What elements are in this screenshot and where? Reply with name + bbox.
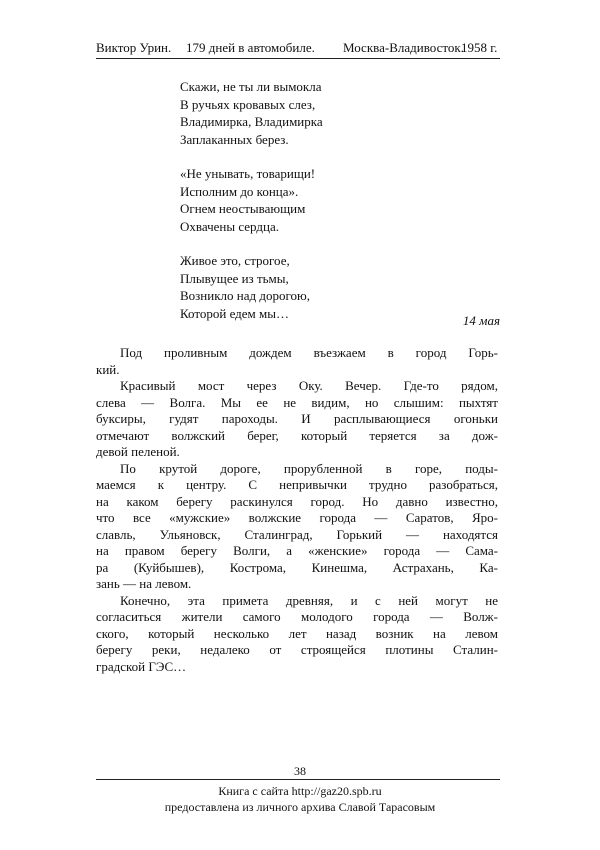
paragraph-line: согласиться жители самого молодого города — Волж-	[96, 609, 498, 624]
footer-source: Книга с сайта http://gaz20.spb.ru	[218, 784, 382, 798]
poem-line: Огнем неостывающим	[180, 201, 306, 216]
header-title: 179 дней в автомобиле.	[186, 40, 315, 55]
poem-line: В ручьях кровавых слез,	[180, 96, 316, 112]
paragraph-line: что все «мужские» волжские города — Саратов, Яро-	[96, 510, 498, 525]
poem-line: Охвачены сердца.	[180, 218, 279, 234]
paragraph-line: ра (Куйбышев), Кострома, Кинешма, Астрахань, Ка-	[96, 559, 498, 575]
footer-rule	[96, 779, 500, 780]
paragraph	[96, 461, 498, 593]
footer	[0, 783, 600, 815]
poem-stanza	[180, 252, 323, 322]
paragraph-line: маемся к центру. С непривычки трудно разобраться,	[96, 477, 498, 492]
running-header	[96, 38, 500, 59]
header-year: 1958 г.	[461, 40, 498, 55]
header-route: Москва-Владивосток.	[343, 40, 464, 55]
poem-line: Владимирка, Владимирка	[180, 114, 323, 129]
poem-line: Скажи, не ты ли вымокла	[180, 79, 322, 94]
paragraph-line: девой пеленой.	[96, 444, 180, 459]
paragraph-line: славль, Ульяновск, Сталинград, Горький — находятся	[96, 526, 498, 542]
paragraph-line: Красивый мост через Оку. Вечер. Где-то рядом,	[120, 378, 498, 393]
paragraph-line: По крутой дороге, прорубленной в горе, поды-	[120, 460, 498, 476]
header-author: Виктор Урин.	[96, 40, 172, 55]
poem-line: Живое это, строгое,	[180, 253, 290, 268]
paragraph-line: кий.	[96, 361, 120, 377]
paragraph	[96, 378, 498, 461]
footer-credit: предоставлена из личного архива Славой Тарасовым	[164, 800, 436, 814]
paragraph-line: на каком берегу раскинулся город. Но давно известно,	[96, 493, 498, 509]
paragraph-line: Конечно, эта примета древняя, и с ней могут не	[120, 592, 498, 608]
paragraph-line: слева — Волга. Мы ее не видим, но слышим: пыхтят	[96, 394, 498, 410]
paragraph	[96, 345, 498, 378]
paragraph-line: градской ГЭС…	[96, 658, 187, 674]
poem-line: Плывущее из тьмы,	[180, 270, 289, 286]
paragraph-line: отмечают волжский берег, который теряется за дож-	[96, 427, 498, 443]
paragraph	[96, 593, 498, 676]
poem	[180, 78, 323, 339]
paragraph-line: на правом берегу Волги, а «женские» города — Сама-	[96, 543, 498, 558]
paragraph-line: буксиры, гудят пароходы. И расплывающиеся огоньки	[96, 411, 498, 426]
poem-line: Которой едем мы…	[180, 305, 289, 321]
poem-line: Заплаканных берез.	[180, 131, 289, 147]
paragraph-line: Под проливным дождем въезжаем в город Горь-	[120, 345, 498, 360]
poem-line: Возникло над дорогою,	[180, 288, 310, 303]
poem-line: «Не унывать, товарищи!	[180, 166, 316, 181]
prose-body	[96, 345, 498, 675]
poem-stanza	[180, 78, 323, 148]
paragraph-line: берегу реки, недалеко от строящейся плотины Сталин-	[96, 642, 498, 657]
paragraph-line: ского, который несколько лет назад возник на левом	[96, 625, 498, 641]
page-number: 38	[294, 764, 306, 778]
date-label: 14 мая	[462, 313, 500, 328]
poem-line: Исполним до конца».	[180, 183, 299, 199]
poem-stanza	[180, 165, 323, 235]
paragraph-line: зань — на левом.	[96, 576, 192, 591]
